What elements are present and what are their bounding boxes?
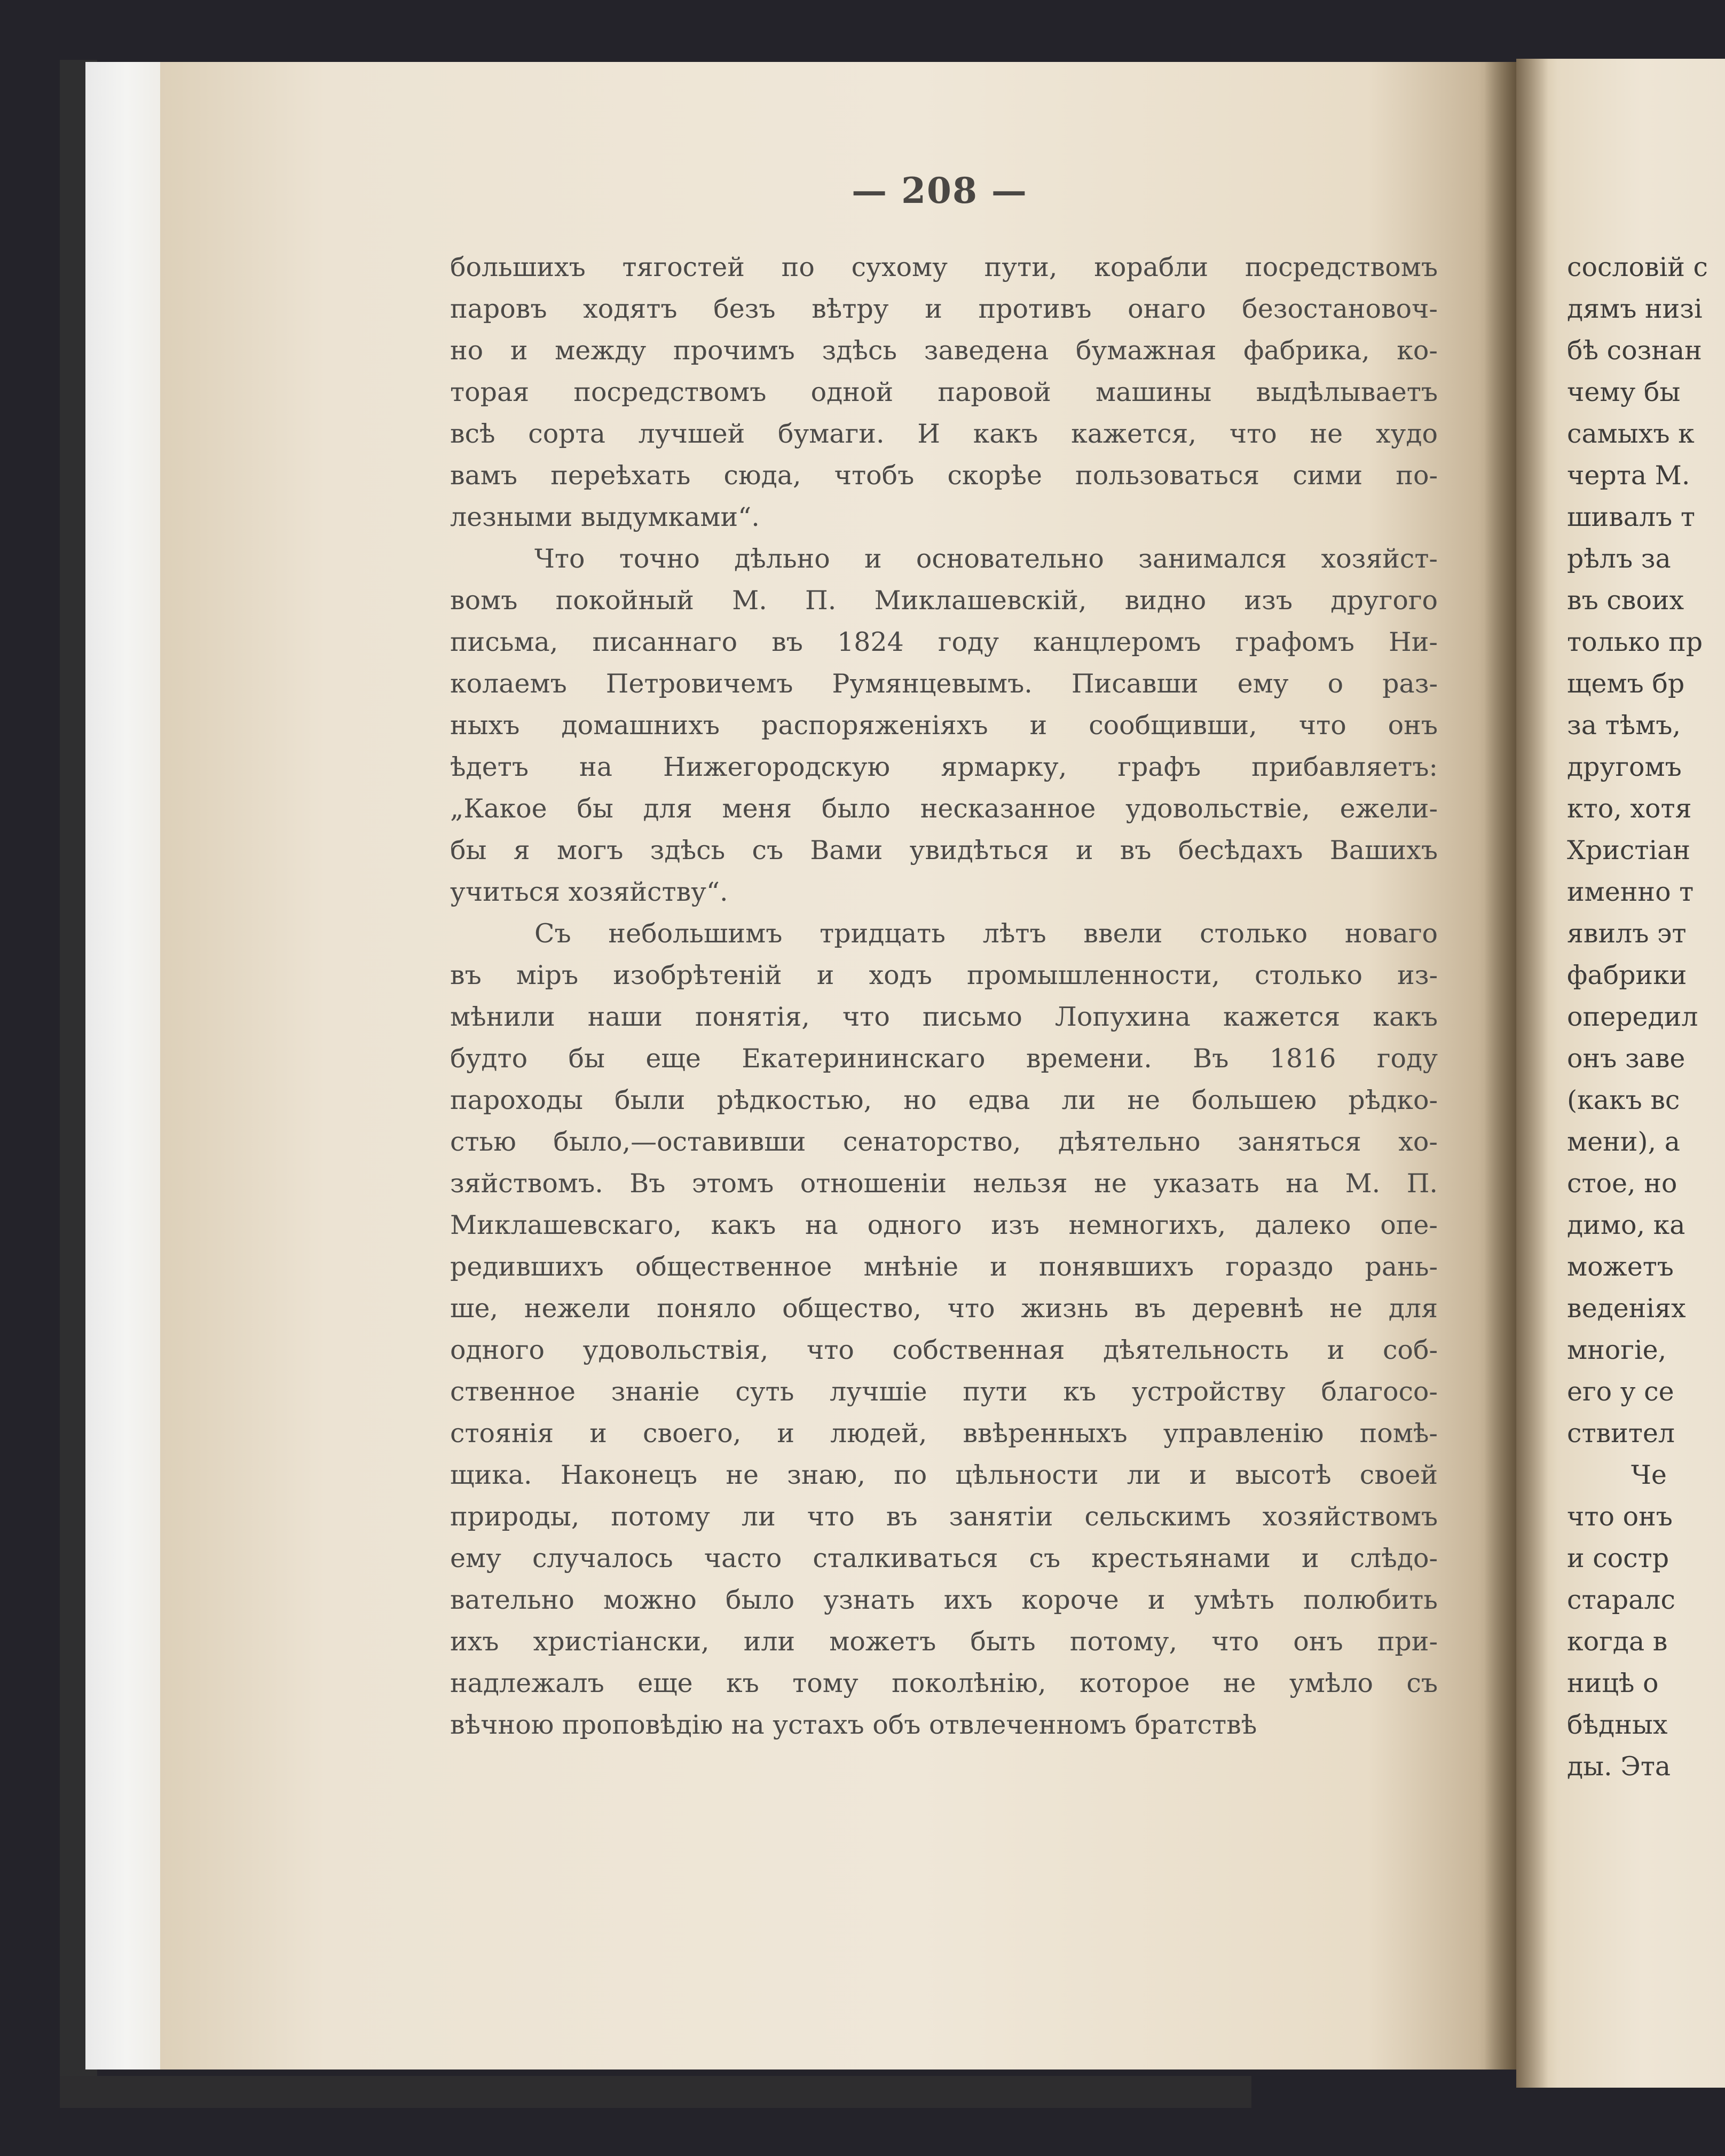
text-line: лезными выдумками“.: [450, 502, 760, 532]
right-text-line: мени), а: [1567, 1127, 1680, 1157]
right-text-line: ствител: [1567, 1418, 1675, 1449]
right-text-line: старалс: [1567, 1585, 1675, 1615]
right-text-line: когда в: [1567, 1626, 1668, 1657]
right-text-line: фабрики: [1567, 960, 1687, 990]
right-text-line: веденіях: [1567, 1293, 1686, 1324]
text-line: торая посредствомъ одной паровой машины выдѣлываетъ: [450, 377, 1438, 407]
text-line: стью было,—оставивши сенаторство, дѣятельно заняться хо-: [450, 1127, 1438, 1157]
right-page-body-text: [1567, 247, 1725, 1788]
text-line: будто бы еще Екатерининскаго времени. Въ 1816 году: [450, 1043, 1438, 1074]
right-text-line: чему бы: [1567, 377, 1681, 407]
right-text-line: и состр: [1567, 1543, 1669, 1573]
right-text-line: рѣлъ за: [1567, 544, 1671, 574]
text-line: ему случалось часто сталкиваться съ крестьянами и слѣдо-: [450, 1543, 1438, 1573]
text-line: письма, писаннаго въ 1824 году канцлеромъ графомъ Ни-: [450, 627, 1438, 657]
text-line: въ міръ изобрѣтеній и ходъ промышленности, столько из-: [450, 960, 1438, 990]
text-line: стоянія и своего, и людей, ввѣренныхъ управленію помѣ-: [450, 1418, 1438, 1449]
text-line: природы, потому ли что въ занятіи сельскимъ хозяйствомъ: [450, 1501, 1438, 1532]
text-line: колаемъ Петровичемъ Румянцевымъ. Писавши ему о раз-: [450, 668, 1438, 699]
text-line: вомъ покойный М. П. Миклашевскій, видно изъ другого: [450, 585, 1438, 616]
right-text-line: именно т: [1567, 877, 1694, 907]
right-page-shadow: [1516, 59, 1548, 2088]
text-line: щика. Наконецъ не знаю, по цѣльности ли и высотѣ своей: [450, 1460, 1438, 1490]
right-text-line: (какъ вс: [1567, 1085, 1680, 1115]
right-text-line: явилъ эт: [1567, 918, 1687, 949]
text-line: ѣдетъ на Нижегородскую ярмарку, графъ прибавляетъ:: [450, 752, 1438, 782]
text-line: редившихъ общественное мнѣніе и понявшихъ гораздо рань-: [450, 1252, 1438, 1282]
right-text-line: что онъ: [1567, 1501, 1673, 1532]
text-line: учиться хозяйству“.: [450, 877, 728, 907]
right-text-line: Христіан: [1567, 835, 1691, 865]
text-line: одного удовольствія, что собственная дѣятельность и соб-: [450, 1335, 1438, 1365]
text-line: Что точно дѣльно и основательно занимался хозяйст-: [534, 544, 1438, 574]
right-text-line: ницѣ о: [1567, 1668, 1659, 1698]
text-line: ихъ христіански, или можетъ быть потому, что онъ при-: [450, 1626, 1438, 1657]
gutter-shadow: [1484, 62, 1516, 2070]
text-line: всѣ сорта лучшей бумаги. И какъ кажется, что не худо: [450, 419, 1438, 449]
right-text-line: опередил: [1567, 1002, 1698, 1032]
right-text-line: Че: [1631, 1460, 1667, 1490]
text-line: вательно можно было узнать ихъ короче и умѣть полюбить: [450, 1585, 1438, 1615]
right-text-line: бѣ сознан: [1567, 335, 1702, 366]
right-text-line: онъ заве: [1567, 1043, 1685, 1074]
right-text-line: другомъ: [1567, 752, 1682, 782]
text-line: большихъ тягостей по сухому пути, корабли посредствомъ: [450, 252, 1438, 282]
text-line: надлежалъ еще къ тому поколѣнію, которое не умѣло съ: [450, 1668, 1438, 1698]
right-text-line: его у се: [1567, 1376, 1674, 1407]
text-line: ше, нежели поняло общество, что жизнь въ деревнѣ не для: [450, 1293, 1438, 1324]
right-text-line: можетъ: [1567, 1252, 1674, 1282]
text-line: паровъ ходятъ безъ вѣтру и противъ онаго безостановоч-: [450, 294, 1438, 324]
right-text-line: за тѣмъ,: [1567, 710, 1681, 741]
text-line: мѣнили наши понятія, что письмо Лопухина кажется какъ: [450, 1002, 1438, 1032]
text-line: ныхъ домашнихъ распоряженіяхъ и сообщивши, что онъ: [450, 710, 1438, 741]
right-text-line: черта М.: [1567, 460, 1690, 491]
text-line: вамъ переѣхать сюда, чтобъ скорѣе пользоваться сими по-: [450, 460, 1438, 491]
text-line: вѣчною проповѣдію на устахъ объ отвлеченномъ братствѣ: [450, 1710, 1257, 1740]
scan-border-bottom: [60, 2076, 1251, 2108]
right-text-line: кто, хотя: [1567, 793, 1692, 824]
text-line: ственное знаніе суть лучшіе пути къ устройству благосо-: [450, 1376, 1438, 1407]
text-line: но и между прочимъ здѣсь заведена бумажная фабрика, ко-: [450, 335, 1438, 366]
right-text-line: самыхъ к: [1567, 419, 1695, 449]
text-line: бы я могъ здѣсь съ Вами увидѣться и въ бесѣдахъ Вашихъ: [450, 835, 1438, 865]
right-text-line: бѣдных: [1567, 1710, 1668, 1740]
right-text-line: стое, но: [1567, 1168, 1677, 1199]
text-line: зяйствомъ. Въ этомъ отношеніи нельзя не указать на М. П.: [450, 1168, 1438, 1199]
right-text-line: въ своих: [1567, 585, 1684, 616]
right-text-line: только пр: [1567, 627, 1703, 657]
text-line: пароходы были рѣдкостью, но едва ли не большею рѣдко-: [450, 1085, 1438, 1115]
page-number: — 208 —: [852, 170, 1028, 211]
text-line: Миклашевскаго, какъ на одного изъ немногихъ, далеко опе-: [450, 1210, 1438, 1240]
right-text-line: ды. Эта: [1567, 1751, 1671, 1782]
right-text-line: сословій с: [1567, 252, 1708, 282]
right-text-line: шивалъ т: [1567, 502, 1695, 532]
right-text-line: дямъ низі: [1567, 294, 1703, 324]
text-line: Съ небольшимъ тридцать лѣтъ ввели столько новаго: [534, 918, 1438, 949]
left-page-body-text: [450, 247, 1438, 1746]
text-line: „Какое бы для меня было несказанное удовольствіе, ежели-: [450, 793, 1438, 824]
right-text-line: димо, ка: [1567, 1210, 1685, 1240]
right-text-line: щемъ бр: [1567, 668, 1685, 699]
right-text-line: многіе,: [1567, 1335, 1667, 1365]
